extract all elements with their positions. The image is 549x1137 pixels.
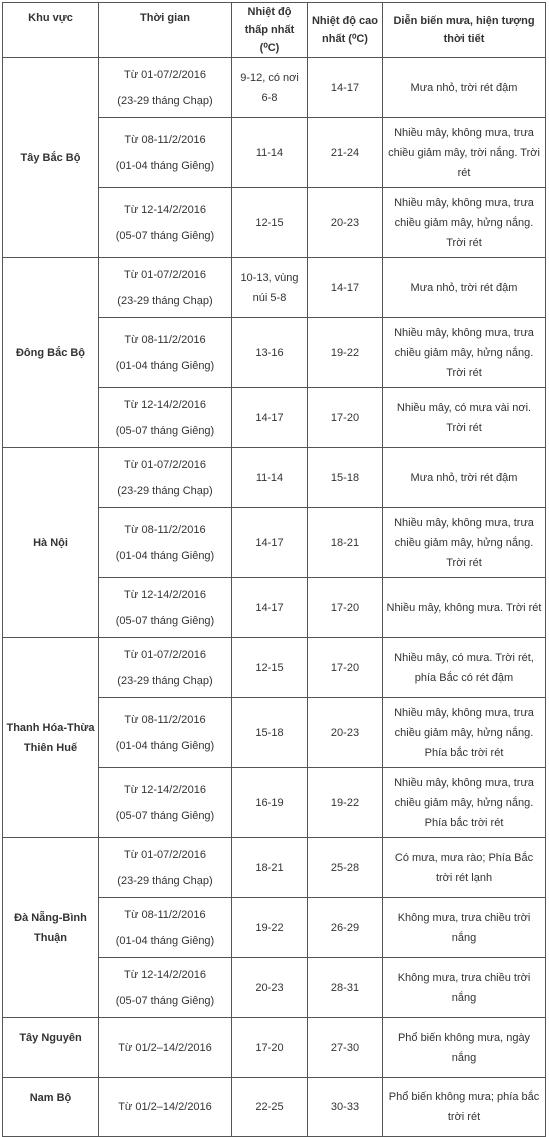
min-temp-cell: 14-17: [232, 388, 308, 448]
min-temp-cell: 12-15: [232, 188, 308, 258]
weather-cell: Nhiều mây, có mưa vài nơi. Trời rét: [383, 388, 546, 448]
max-temp-cell: 18-21: [308, 508, 383, 578]
min-temp-cell: 11-14: [232, 118, 308, 188]
region-cell: Nam Bộ: [3, 1078, 99, 1137]
min-temp-cell: 9-12, có nơi 6-8: [232, 58, 308, 118]
min-temp-cell: 12-15: [232, 638, 308, 698]
max-temp-cell: 20-23: [308, 188, 383, 258]
weather-cell: Không mưa, trưa chiều trời nắng: [383, 958, 546, 1018]
table-row: [3, 838, 546, 898]
period-dates: Từ 12-14/2/2016: [124, 203, 206, 216]
weather-cell: Phổ biến không mưa, ngày nắng: [383, 1018, 546, 1078]
max-temp-cell: 14-17: [308, 258, 383, 318]
period-dates: Từ 08-11/2/2016: [124, 523, 206, 536]
forecast-table: [2, 2, 546, 1137]
max-temp-cell: 14-17: [308, 58, 383, 118]
period-dates: Từ 12-14/2/2016: [124, 968, 206, 981]
min-temp-cell: 14-17: [232, 578, 308, 638]
period-lunar: (01-04 tháng Giêng): [115, 159, 215, 172]
header-row: [3, 3, 546, 58]
weather-cell: Nhiều mây, không mưa, trưa chiều giảm mây, hửng nắng. Phía bắc trời rét: [383, 768, 546, 838]
period-dates: Từ 08-11/2/2016: [124, 908, 206, 921]
max-temp-cell: 15-18: [308, 448, 383, 508]
min-temp-cell: 13-16: [232, 318, 308, 388]
period-lunar: (05-07 tháng Giêng): [115, 424, 215, 437]
period-cell: [99, 578, 232, 638]
period-cell: [99, 1018, 232, 1078]
period-lunar: (05-07 tháng Giêng): [115, 229, 215, 242]
period-cell: [99, 508, 232, 578]
weather-cell: Nhiều mây, không mưa. Trời rét: [383, 578, 546, 638]
min-temp-cell: 14-17: [232, 508, 308, 578]
min-temp-cell: 17-20: [232, 1018, 308, 1078]
min-temp-cell: 16-19: [232, 768, 308, 838]
period-cell: [99, 388, 232, 448]
max-temp-cell: 27-30: [308, 1018, 383, 1078]
period-dates: Từ 12-14/2/2016: [124, 398, 206, 411]
period-lunar: (23-29 tháng Chạp): [117, 294, 213, 307]
period-lunar: (05-07 tháng Giêng): [115, 994, 215, 1007]
period-dates: Từ 08-11/2/2016: [124, 133, 206, 146]
weather-cell: Nhiều mây, không mưa, trưa chiều giảm mây, hửng nắng. Trời rét: [383, 318, 546, 388]
max-temp-cell: 17-20: [308, 578, 383, 638]
period-dates: Từ 01/2–14/2/2016: [118, 1101, 212, 1113]
header-time: Thời gian: [99, 3, 232, 58]
table-row: [3, 1018, 546, 1078]
region-cell: Tây Nguyên: [3, 1018, 99, 1078]
period-cell: [99, 638, 232, 698]
period-cell: [99, 118, 232, 188]
min-temp-cell: 15-18: [232, 698, 308, 768]
region-cell: Đà Nẵng-Bình Thuận: [3, 838, 99, 1018]
period-dates: Từ 12-14/2/2016: [124, 783, 206, 796]
region-cell: Hà Nội: [3, 448, 99, 638]
period-lunar: (23-29 tháng Chạp): [117, 484, 213, 497]
period-dates: Từ 01-07/2/2016: [124, 68, 206, 81]
period-lunar: (05-07 tháng Giêng): [115, 809, 215, 822]
header-region: Khu vực: [3, 3, 99, 58]
period-lunar: (01-04 tháng Giêng): [115, 359, 215, 372]
max-temp-cell: 20-23: [308, 698, 383, 768]
forecast-body: [3, 58, 546, 1137]
table-row: [3, 638, 546, 698]
period-cell: [99, 698, 232, 768]
weather-cell: Mưa nhỏ, trời rét đậm: [383, 258, 546, 318]
region-cell: Thanh Hóa-Thừa Thiên Huế: [3, 638, 99, 838]
period-cell: [99, 258, 232, 318]
weather-cell: Nhiều mây, không mưa, trưa chiều giảm mây, hửng nắng. Trời rét: [383, 188, 546, 258]
period-dates: Từ 01-07/2/2016: [124, 268, 206, 281]
period-cell: [99, 58, 232, 118]
min-temp-cell: 20-23: [232, 958, 308, 1018]
period-cell: [99, 898, 232, 958]
max-temp-cell: 19-22: [308, 318, 383, 388]
weather-cell: Phổ biến không mưa; phía bắc trời rét: [383, 1078, 546, 1137]
weather-cell: Có mưa, mưa rào; Phía Bắc trời rét lạnh: [383, 838, 546, 898]
weather-cell: Không mưa, trưa chiều trời nắng: [383, 898, 546, 958]
period-dates: Từ 01/2–14/2/2016: [118, 1041, 212, 1054]
weather-cell: Nhiều mây, có mưa. Trời rét, phía Bắc có rét đậm: [383, 638, 546, 698]
min-temp-cell: 18-21: [232, 838, 308, 898]
min-temp-cell: 19-22: [232, 898, 308, 958]
period-lunar: (23-29 tháng Chạp): [117, 874, 213, 887]
period-lunar: (01-04 tháng Giêng): [115, 934, 215, 947]
max-temp-cell: 21-24: [308, 118, 383, 188]
weather-cell: Nhiều mây, không mưa, trưa chiều giảm mây, trời nắng. Trời rét: [383, 118, 546, 188]
period-lunar: (01-04 tháng Giêng): [115, 739, 215, 752]
max-temp-cell: 28-31: [308, 958, 383, 1018]
table-row: [3, 258, 546, 318]
region-cell: Đông Bắc Bộ: [3, 258, 99, 448]
period-lunar: (01-04 tháng Giêng): [115, 549, 215, 562]
weather-cell: Nhiều mây, không mưa, trưa chiều giảm mây, hửng nắng. Trời rét: [383, 508, 546, 578]
weather-cell: Nhiều mây, không mưa, trưa chiều giảm mây, hửng nắng. Phía bắc trời rét: [383, 698, 546, 768]
header-weather: Diễn biến mưa, hiện tượng thời tiết: [383, 3, 546, 58]
period-cell: [99, 188, 232, 258]
period-lunar: (05-07 tháng Giêng): [115, 614, 215, 627]
table-row: [3, 448, 546, 508]
period-dates: Từ 01-07/2/2016: [124, 848, 206, 861]
max-temp-cell: 19-22: [308, 768, 383, 838]
max-temp-cell: 17-20: [308, 638, 383, 698]
weather-cell: Mưa nhỏ, trời rét đậm: [383, 448, 546, 508]
period-dates: Từ 08-11/2/2016: [124, 333, 206, 346]
header-max-temp: Nhiệt độ cao nhất (⁰C): [308, 3, 383, 58]
max-temp-cell: 30-33: [308, 1078, 383, 1137]
period-lunar: (23-29 tháng Chạp): [117, 674, 213, 687]
period-cell: [99, 318, 232, 388]
period-dates: Từ 08-11/2/2016: [124, 713, 206, 726]
period-cell: [99, 448, 232, 508]
table-row: [3, 58, 546, 118]
period-cell: [99, 958, 232, 1018]
period-cell: [99, 838, 232, 898]
min-temp-cell: 11-14: [232, 448, 308, 508]
period-dates: Từ 01-07/2/2016: [124, 458, 206, 471]
max-temp-cell: 26-29: [308, 898, 383, 958]
period-cell: [99, 768, 232, 838]
header-min-temp: Nhiệt độ thấp nhất (⁰C): [232, 3, 308, 58]
min-temp-cell: 10-13, vùng núi 5-8: [232, 258, 308, 318]
min-temp-cell: 22-25: [232, 1078, 308, 1137]
max-temp-cell: 25-28: [308, 838, 383, 898]
region-cell: Tây Bắc Bộ: [3, 58, 99, 258]
period-lunar: (23-29 tháng Chạp): [117, 94, 213, 107]
weather-cell: Mưa nhỏ, trời rét đậm: [383, 58, 546, 118]
period-dates: Từ 01-07/2/2016: [124, 648, 206, 661]
period-dates: Từ 12-14/2/2016: [124, 588, 206, 601]
max-temp-cell: 17-20: [308, 388, 383, 448]
